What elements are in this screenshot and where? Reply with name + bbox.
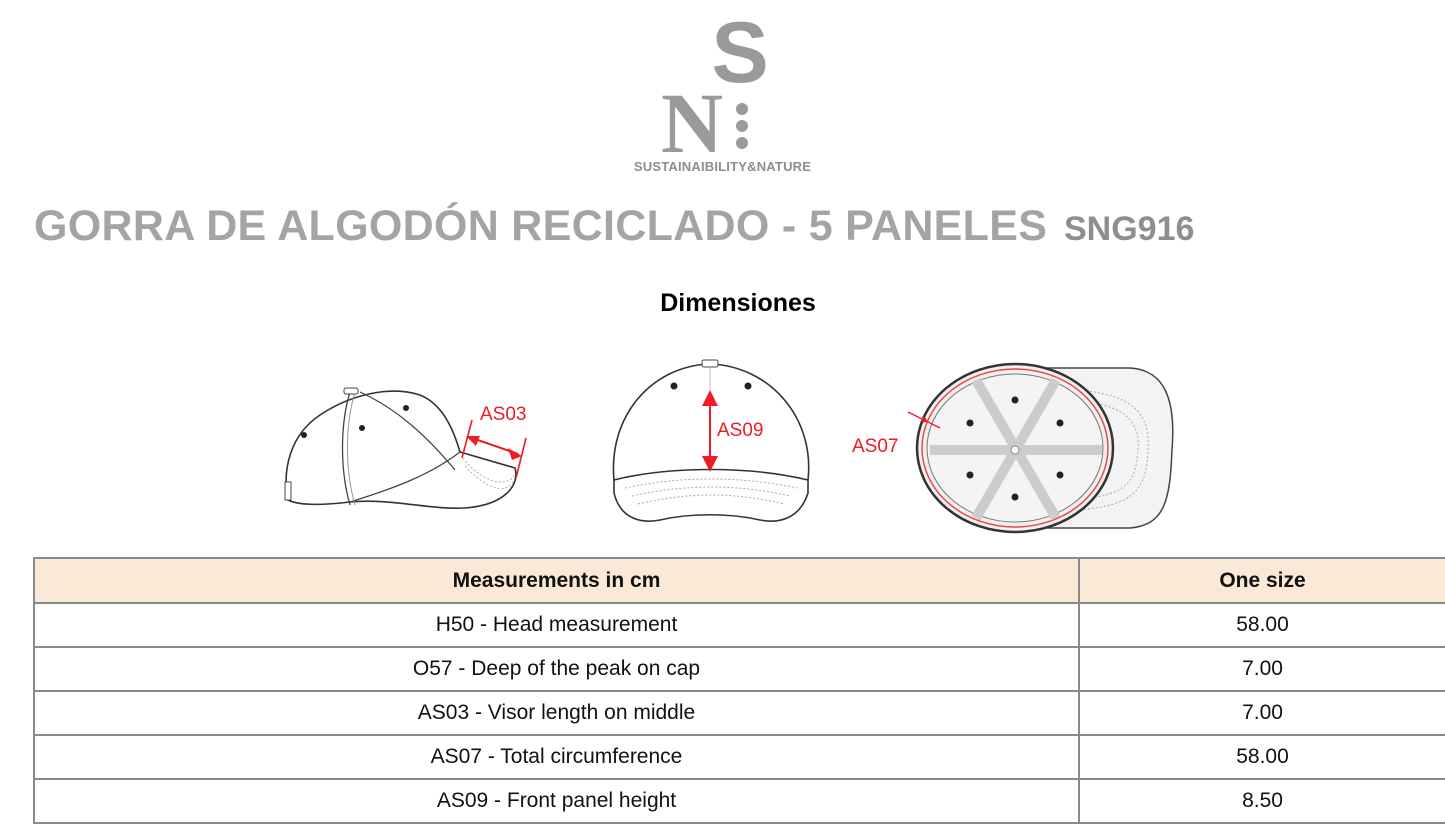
as09-annotation: AS09 <box>717 420 764 441</box>
table-row <box>34 735 1445 779</box>
cap-underside-icon <box>850 360 1180 540</box>
measurement-value: 58.00 <box>1079 603 1445 647</box>
table-row <box>34 647 1445 691</box>
measurement-label: AS09 - Front panel height <box>34 779 1079 823</box>
as03-annotation: AS03 <box>480 404 527 425</box>
product-title: GORRA DE ALGODÓN RECICLADO - 5 PANELES <box>34 202 1048 250</box>
product-code: SNG916 <box>1064 210 1195 248</box>
table-row <box>34 779 1445 823</box>
measurement-value: 8.50 <box>1079 779 1445 823</box>
cap-underside-view <box>850 360 1180 540</box>
brand-tagline: SUSTAINAIBILITY&NATURE <box>633 159 812 174</box>
table-header-row <box>34 558 1445 603</box>
cap-side-view <box>280 380 540 515</box>
measurement-label: AS07 - Total circumference <box>34 735 1079 779</box>
table-row <box>34 691 1445 735</box>
measurement-label: O57 - Deep of the peak on cap <box>34 647 1079 691</box>
measurement-value: 7.00 <box>1079 691 1445 735</box>
brand-logo <box>600 14 845 179</box>
svg-text:N: N <box>660 75 724 171</box>
measurement-value: 7.00 <box>1079 647 1445 691</box>
cap-front-view <box>610 358 815 528</box>
cap-front-icon <box>610 358 815 528</box>
measurement-value: 58.00 <box>1079 735 1445 779</box>
measurements-table <box>33 557 1445 824</box>
table-row <box>34 603 1445 647</box>
as07-annotation: AS07 <box>852 436 899 457</box>
header-measurements: Measurements in cm <box>34 558 1079 603</box>
svg-text:S: S <box>711 14 769 101</box>
measurement-label: AS03 - Visor length on middle <box>34 691 1079 735</box>
sn-logo-icon <box>600 14 845 179</box>
header-one-size: One size <box>1079 558 1445 603</box>
cap-side-icon <box>280 380 540 515</box>
measurement-label: H50 - Head measurement <box>34 603 1079 647</box>
section-title: Dimensiones <box>660 289 816 317</box>
